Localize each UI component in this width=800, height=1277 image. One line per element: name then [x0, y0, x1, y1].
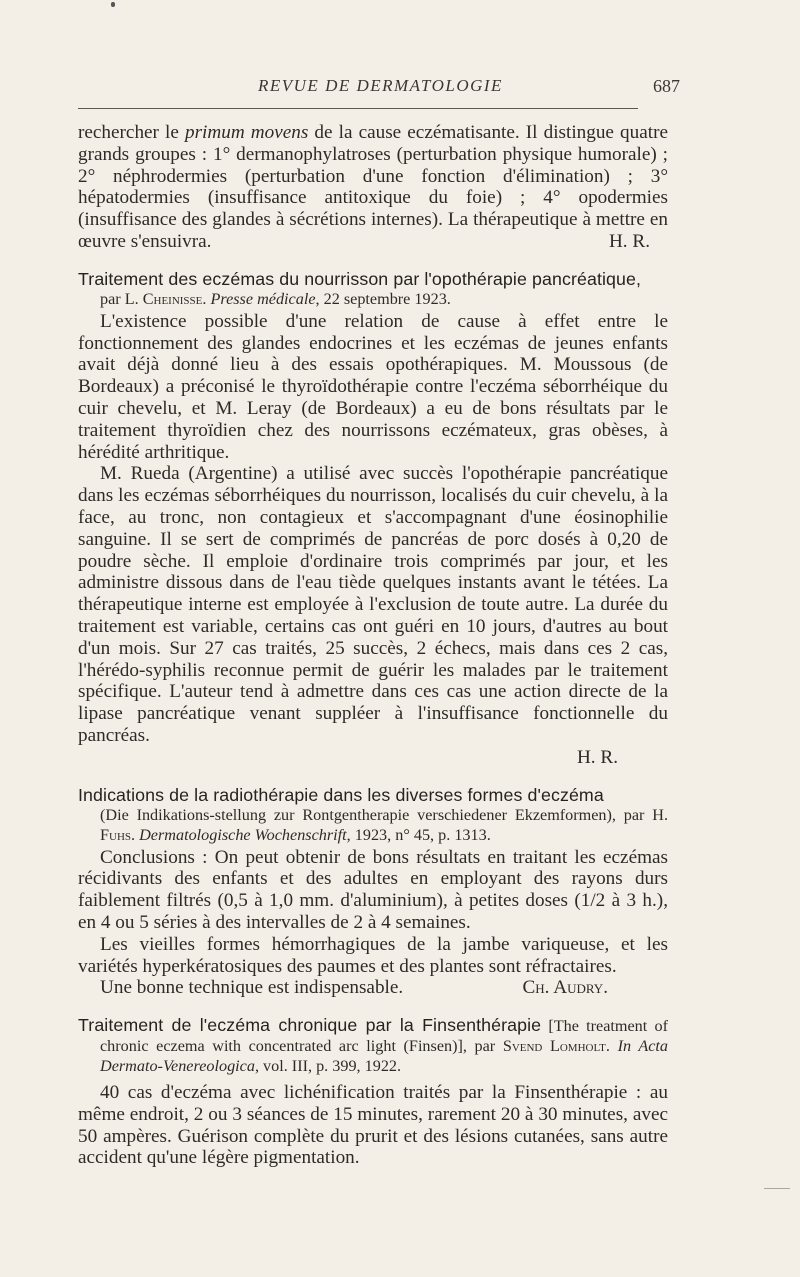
citation-prefix: par L.: [100, 289, 143, 308]
intro-italic-term: primum movens: [184, 122, 309, 143]
article-paragraph: L'existence possible d'une relation de cause à effet entre le fonctionnement des glandes endocrines et les eczémas de jeunes enfants avait déjà donné lieu à des essais opothérapiques. M. Moussous (de Bordeaux) a préconisé le thyroïdothérapie contre l'eczéma séborrhéique du cuir chevelu, et M. Leray (de Bordeaux) a eu de bons résultats par le traitement thyroïdien chez des nourrissons eczémateux, gras obèses, à hérédité arthritique.: [78, 310, 668, 463]
article-paragraph: 40 cas d'eczéma avec lichénification traités par la Finsenthérapie : au même endroit, 2 ou 3 séances de 15 minutes, rarement 20 à 30 minutes, avec 50 ampères. Guérison complète du prurit et des lésions cutanées, sans autre accident qu'une légère pigmentation.: [78, 1082, 668, 1169]
page-body: [78, 122, 668, 1169]
article-title-suffix: [The treatment of chronic eczema with concentrated arc light (Finsen)], par: [100, 1017, 668, 1056]
citation-journal: In Acta Dermato-Venereologica: [100, 1037, 669, 1076]
citation-author: Cheinisse: [142, 289, 203, 308]
margin-mark: [764, 1188, 790, 1189]
intro-paragraph: [78, 122, 668, 253]
running-head: [78, 76, 680, 102]
article-title: Traitement de l'eczéma chronique par la Finsenthérapie: [78, 1015, 542, 1036]
article-paragraph: M. Rueda (Argentine) a utilisé avec succès l'opothérapie pancréatique dans les eczémas séborrhéiques du nourrisson, localisés du cuir chevelu, à la face, au tronc, non contagieux et s'accompagnant d'une éosinophilie sanguine. Il se sert de comprimés de pancréas de porc dosés à 0,20 de poudre sèche. Il emploie d'ordinaire trois comprimés par jour, et les administre dissous dans de l'eau tiède quelques instants avant le tétées. La thérapeutique interne est employée à l'exclusion de toute autre. La durée du traitement est variable, certains cas ont guéri en 10 jours, d'autres au bout d'un mois. Sur 27 cas traités, 25 succès, 2 échecs, mais dans ces 2 cas, l'hérédo-syphilis reconnue permit de guérir les malades par le traitement spécifique. L'auteur tend à admettre dans ces cas une action directe de la lipase pancréatique venant suppléer à l'insuffisance fonctionnelle du pancréas.: [78, 463, 668, 746]
citation-details: , 1923, n° 45, p. 1313.: [346, 825, 491, 844]
article-citation: [78, 289, 668, 309]
article-signature: H. R.: [576, 746, 618, 768]
article-paragraph: Les vieilles formes hémorrhagiques de la jambe variqueuse, et les variétés hyperkératosiques des paumes et des plantes sont réfractaires.: [78, 933, 668, 977]
citation-author: Svend Lomholt: [502, 1037, 606, 1056]
citation-prefix: (Die Indikations-stellung zur Rontgentherapie verschiedener Ekzemformen), par H.: [100, 805, 668, 824]
citation-sep: .: [131, 825, 140, 844]
article-radiotherapie: [78, 785, 668, 1000]
header-rule: [78, 108, 638, 109]
article-heading-block: [78, 1015, 668, 1076]
page-number: 687: [653, 76, 680, 96]
citation-details: , vol. III, p. 399, 1922.: [254, 1057, 402, 1076]
article-opotherapie: [78, 269, 668, 769]
citation-journal: Presse médicale: [210, 289, 316, 308]
running-title: REVUE DE DERMATOLOGIE: [258, 76, 503, 95]
intro-text-end: de la cause eczématisante. Il distingue quatre grands groupes : 1° dermanophylatroses (perturbation physique humorale) ; 2° néphrodermies (perturbation d'une fonction d'élimination) ; 3° hépatodermies (insuffisance antitoxique du foie) ; 4° opodermies (insuffisance des glandes à sécrétions internes). La thérapeutique à mettre en œuvre s'ensuivra.: [78, 122, 668, 252]
citation-journal: Dermatologische Wochenschrift: [139, 825, 347, 844]
citation-details: , 22 septembre 1923.: [315, 289, 451, 308]
citation-sep: .: [605, 1037, 618, 1056]
citation-sep: .: [202, 289, 211, 308]
article-paragraph-text: Une bonne technique est indispensable.: [100, 977, 404, 999]
article-finsentherapie: [78, 1015, 668, 1169]
article-signature: Ch. Audry.: [522, 977, 608, 999]
article-paragraph: [78, 977, 668, 999]
article-title: Indications de la radiothérapie dans les diverses formes d'eczéma: [78, 784, 604, 805]
intro-signature: H. R.: [608, 230, 650, 252]
citation-author: Fuhs: [100, 825, 132, 844]
article-title: Traitement des eczémas du nourrisson par l'opothérapie pancréatique,: [78, 268, 642, 289]
article-paragraph: Conclusions : On peut obtenir de bons résultats en traitant les eczémas récidivants des enfants et des adultes en employant des rayons durs faiblement filtrés (0,5 à 1,0 mm. d'aluminium), à petites doses (1/2 à 3 h.), en 4 ou 5 séries à des intervalles de 2 à 4 semaines.: [78, 846, 668, 933]
ink-speck: [111, 2, 115, 7]
article-citation: [78, 805, 668, 845]
intro-text-start: rechercher le: [78, 122, 185, 143]
